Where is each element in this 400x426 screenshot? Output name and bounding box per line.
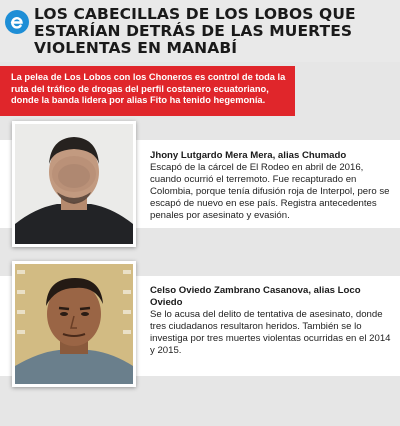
- page-title: LOS CABECILLAS DE LOS LOBOS QUE ESTARÍAN DETRÁS DE LAS MUERTES VIOLENTAS EN MANABÍ: [34, 5, 356, 57]
- profile-name: Celso Oviedo Zambrano Casanova, alias Loco Oviedo: [150, 285, 361, 308]
- profile-name: Jhony Lutgardo Mera Mera, alias Chumado: [150, 150, 347, 161]
- profile-description: Escapó de la cárcel de El Rodeo en abril de 2016, cuando ocurrió el terremoto. Fue recapturado en Colombia, porque tenía difusión roja de Interpol, pero se escapó de nuevo en ese país. Registra antecedentes penales por asesinato y evasión.: [150, 162, 390, 221]
- header: [0, 0, 400, 62]
- e-logo-icon: [5, 10, 29, 34]
- profile-photo: [12, 261, 136, 387]
- intro-banner: La pelea de Los Lobos con los Choneros es control de toda la ruta del tráfico de drogas del perfil costanero ecuatoriano, donde la banda lidera por alias Fito ha tenido hegemonía.: [0, 66, 295, 116]
- profile-photo: [12, 121, 136, 247]
- profile-description: Se lo acusa del delito de tentativa de asesinato, donde tres ciudadanos resultaron heridos. También se lo investiga por tres muertes violentas ocurridas en el 2014 y 2015.: [150, 309, 391, 356]
